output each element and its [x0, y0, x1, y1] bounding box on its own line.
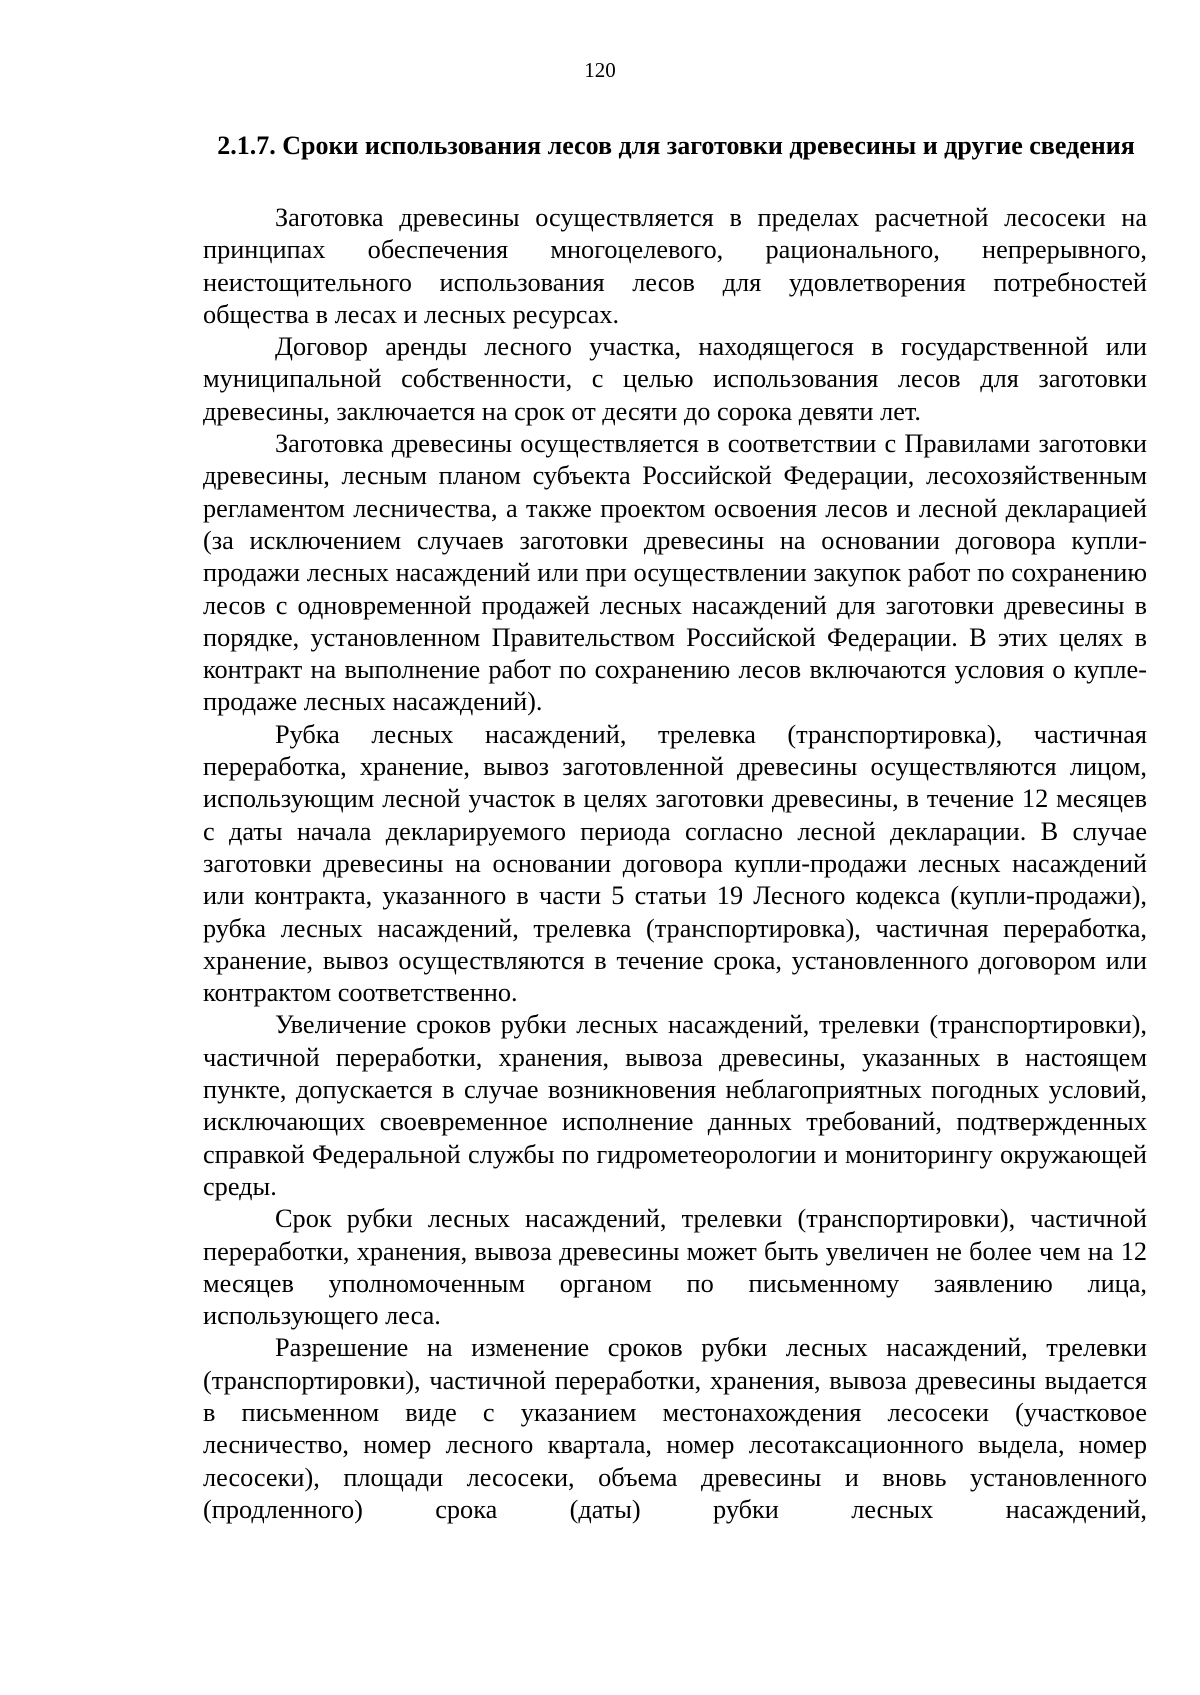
page-number: 120 — [584, 58, 616, 82]
body-text — [203, 202, 1147, 1526]
paragraph: Срок рубки лесных насаждений, трелевки (транспортировки), частичной переработки, хранения, вывоза древесины может быть увеличен не более чем на 12 месяцев уполномоченным органом по письменному заявлению лица, использующего леса. — [203, 1204, 1147, 1331]
paragraph: Заготовка древесины осуществляется в соответствии с Правилами заготовки древесины, лесным планом субъекта Российской Федерации, лесохозяйственным регламентом лесничества, а также проектом освоения лесов и лесной декларацией (за исключением случаев заготовки древесины на основании договора купли-продажи лесных насаждений или при осуществлении закупок работ по сохранению лесов с одновременной продажей лесных насаждений для заготовки древесины в порядке, установленном Правительством Российской Федерации. В этих целях в контракт на выполнение работ по сохранению лесов включаются условия о купле-продаже лесных насаждений). — [203, 429, 1147, 717]
paragraph: Разрешение на изменение сроков рубки лесных насаждений, трелевки (транспортировки), частичной переработки, хранения, вывоза древесины выдается в письменном виде с указанием местонахождения лесосеки (участковое лесничество, номер лесного квартала, номер лесотаксационного выдела, номер лесосеки), площади лесосеки, объема древесины и вновь установленного (продленного) срока (даты) рубки лесных насаждений, — [203, 1333, 1147, 1524]
paragraph: Увеличение сроков рубки лесных насаждений, трелевки (транспортировки), частичной переработки, хранения, вывоза древесины, указанных в настоящем пункте, допускается в случае возникновения неблагоприятных погодных условий, исключающих своевременное исполнение данных требований, подтвержденных справкой Федеральной службы по гидрометеорологии и мониторингу окружающей среды. — [203, 1010, 1147, 1201]
paragraph: Договор аренды лесного участка, находящегося в государственной или муниципальной собственности, с целью использования лесов для заготовки древесины, заключается на срок от десяти до сорока девяти лет. — [203, 332, 1147, 426]
section-heading: 2.1.7. Сроки использования лесов для заготовки древесины и другие сведения — [217, 131, 1135, 160]
paragraph: Заготовка древесины осуществляется в пределах расчетной лесосеки на принципах обеспечения многоцелевого, рационального, непрерывного, неистощительного использования лесов для удовлетворения потребностей общества в лесах и лесных ресурсах. — [203, 203, 1147, 329]
paragraph: Рубка лесных насаждений, трелевка (транспортировка), частичная переработка, хранение, вывоз заготовленной древесины осуществляются лицом, использующим лесной участок в целях заготовки древесины, в течение 12 месяцев с даты начала декларируемого периода согласно лесной декларации. В случае заготовки древесины на основании договора купли-продажи лесных насаждений или контракта, указанного в части 5 статьи 19 Лесного кодекса (купли-продажи), рубка лесных насаждений, трелевка (транспортировка), частичная переработка, хранение, вывоз осуществляются в течение срока, установленного договором или контрактом соответственно. — [203, 719, 1147, 1008]
